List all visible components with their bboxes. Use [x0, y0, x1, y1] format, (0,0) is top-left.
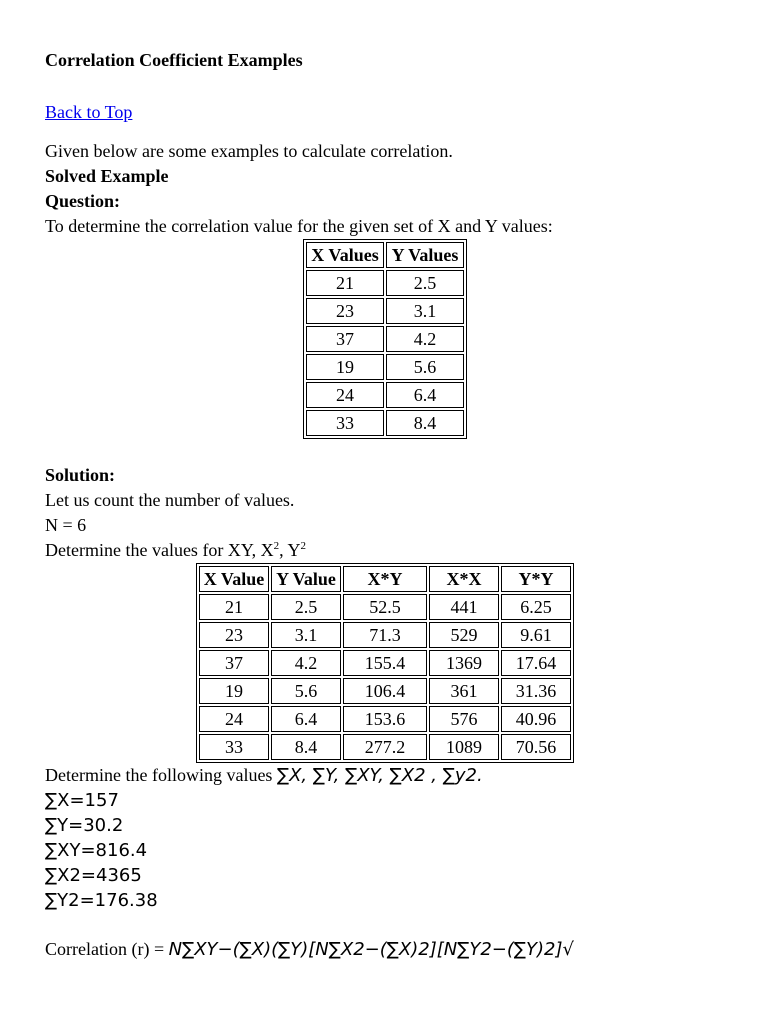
- sum-y: ∑Y=30.2: [45, 815, 124, 836]
- table-cell: 70.56: [501, 734, 571, 760]
- table-row: [306, 354, 464, 380]
- table-row: [199, 594, 571, 620]
- back-to-top-link[interactable]: Back to Top: [45, 102, 133, 122]
- following-values-text: [45, 763, 725, 788]
- table-row: [306, 270, 464, 296]
- determine-text-start: Determine the values for XY, X: [45, 540, 274, 560]
- table-cell: 5.6: [271, 678, 341, 704]
- table-cell: 9.61: [501, 622, 571, 648]
- table-row: [199, 734, 571, 760]
- table-cell: 4.2: [271, 650, 341, 676]
- table-cell: 23: [199, 622, 269, 648]
- table-cell: 6.25: [501, 594, 571, 620]
- table-cell: 17.64: [501, 650, 571, 676]
- table-cell: 71.3: [343, 622, 427, 648]
- sum-y2: ∑Y2=176.38: [45, 890, 158, 911]
- computed-table-header-row: [199, 566, 571, 592]
- following-math: ∑X, ∑Y, ∑XY, ∑X2 , ∑y2.: [276, 765, 483, 786]
- following-text-label: Determine the following values: [45, 765, 273, 785]
- table-cell: 19: [199, 678, 269, 704]
- table-cell: 40.96: [501, 706, 571, 732]
- table-cell: 1369: [429, 650, 499, 676]
- correlation-label: Correlation (r) =: [45, 939, 169, 959]
- table-cell: 4.2: [386, 326, 464, 352]
- table-row: [306, 326, 464, 352]
- values-table-header-row: [306, 242, 464, 268]
- correlation-formula: N∑XY−(∑X)(∑Y)[N∑X2−(∑X)2][N∑Y2−(∑Y)2]√: [168, 939, 575, 960]
- question-label: Question:: [45, 191, 121, 211]
- table-cell: 33: [199, 734, 269, 760]
- table-cell: 37: [306, 326, 384, 352]
- table-cell: 5.6: [386, 354, 464, 380]
- table-cell: 155.4: [343, 650, 427, 676]
- superscript: 2: [273, 540, 280, 552]
- sums-list: [45, 788, 725, 913]
- table-row: [306, 298, 464, 324]
- table-cell: 24: [199, 706, 269, 732]
- column-header: X*X: [429, 566, 499, 592]
- table-cell: 361: [429, 678, 499, 704]
- table-cell: 277.2: [343, 734, 427, 760]
- table-cell: 529: [429, 622, 499, 648]
- table-cell: 1089: [429, 734, 499, 760]
- table-cell: 6.4: [271, 706, 341, 732]
- table-cell: 19: [306, 354, 384, 380]
- table-cell: 153.6: [343, 706, 427, 732]
- count-text: Let us count the number of values.: [45, 490, 295, 510]
- table-cell: 52.5: [343, 594, 427, 620]
- values-table: [303, 239, 467, 439]
- table-cell: 3.1: [386, 298, 464, 324]
- table-cell: 6.4: [386, 382, 464, 408]
- table-cell: 37: [199, 650, 269, 676]
- table-row: [306, 410, 464, 436]
- table-cell: 21: [306, 270, 384, 296]
- solved-example-heading: Solved Example: [45, 166, 169, 186]
- sum-x: ∑X=157: [45, 790, 119, 811]
- table-cell: 3.1: [271, 622, 341, 648]
- sum-xy: ∑XY=816.4: [45, 840, 148, 861]
- determine-text: [45, 538, 725, 563]
- table-cell: 576: [429, 706, 499, 732]
- table-cell: 2.5: [386, 270, 464, 296]
- table-cell: 2.5: [271, 594, 341, 620]
- n-value-text: N = 6: [45, 515, 87, 535]
- table-cell: 21: [199, 594, 269, 620]
- table-row: [199, 650, 571, 676]
- column-header: Y*Y: [501, 566, 571, 592]
- document-page: [45, 48, 725, 962]
- table-cell: 24: [306, 382, 384, 408]
- table-row: [199, 622, 571, 648]
- determine-text-mid: , Y: [279, 540, 301, 560]
- column-header: X Value: [199, 566, 269, 592]
- column-header: X Values: [306, 242, 384, 268]
- table-cell: 23: [306, 298, 384, 324]
- column-header: Y Value: [271, 566, 341, 592]
- solution-label: Solution:: [45, 465, 116, 485]
- question-text: To determine the correlation value for the given set of X and Y values:: [45, 216, 553, 236]
- table-row: [306, 382, 464, 408]
- computed-values-table: [196, 563, 574, 763]
- table-cell: 31.36: [501, 678, 571, 704]
- sum-x2: ∑X2=4365: [45, 865, 142, 886]
- table-cell: 8.4: [271, 734, 341, 760]
- table-cell: 33: [306, 410, 384, 436]
- column-header: Y Values: [386, 242, 464, 268]
- column-header: X*Y: [343, 566, 427, 592]
- table-cell: 441: [429, 594, 499, 620]
- superscript: 2: [300, 540, 306, 552]
- page-title: Correlation Coefficient Examples: [45, 50, 303, 70]
- intro-text: Given below are some examples to calculate correlation.: [45, 141, 453, 161]
- correlation-formula-line: [45, 937, 725, 962]
- table-cell: 8.4: [386, 410, 464, 436]
- table-cell: 106.4: [343, 678, 427, 704]
- table-row: [199, 678, 571, 704]
- table-row: [199, 706, 571, 732]
